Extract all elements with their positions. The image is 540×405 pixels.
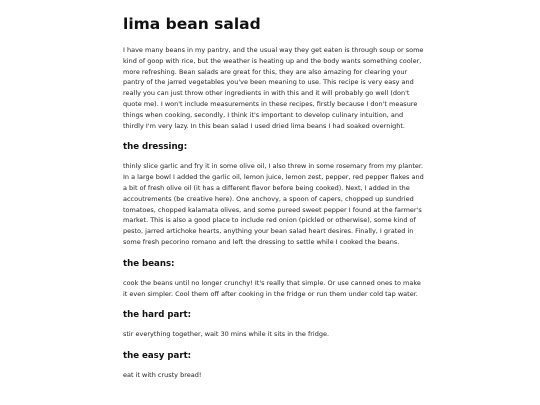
section-body-dressing: thinly slice garlic and fry it in some olive oil, I also threw in some rosemary from my planter. In a large bowl I added the garlic oil, lemon juice, lemon zest, pepper, red pepper flakes and a bit of fresh olive oil (it has a different flavor before being cooked). Next, I added in the accoutrements (be creative here). One anchovy, a spoon of capers, chopped up sundried tomatoes, chopped kalamata olives, and some pureed sweet pepper I found at the farmer's market. This is also a good place to include red onion (pickled or otherwise), some kind of pesto, jarred artichoke hearts, anything your bean salad heart desires. Finally, I grated in some fresh pecorino romano and left the dressing to settle while I cooked the beans.	[123, 162, 424, 246]
section-body-beans: cook the beans until no longer crunchy! It's really that simple. Or use canned ones to make it even simpler. Cool them off after cooking in the fridge or run them under cold tap water.	[123, 278, 421, 298]
section-body-easy-part: eat it with crusty bread!	[123, 371, 202, 380]
article	[123, 14, 425, 391]
section-heading-easy-part: the easy part:	[123, 351, 192, 362]
section-heading-hard-part: the hard part:	[123, 310, 192, 321]
section-heading-beans: the beans:	[123, 258, 175, 269]
section-body-hard-part: stir everything together, wait 30 mins while it sits in the fridge.	[123, 330, 330, 339]
page-title: lima bean salad	[123, 15, 261, 33]
intro-paragraph: I have many beans in my pantry, and the usual way they get eaten is through soup or some kind of goop with rice, but the weather is heating up and the body wants something cooler, more refreshing. Bean salads are great for this, they are also amazing for clearing your pantry of the jarred vegetables you've been meaning to use. This recipe is very easy and really you can just throw other ingredients in with this and it will probably go well (don't quote me). I won't include measurements in these recipes, firstly because I don't measure things when cooking, secondly, I think it's important to develop culinary intuition, and thirdly I'm very lazy. In this bean salad I used dried lima beans I had soaked overnight.	[123, 46, 424, 130]
section-heading-dressing: the dressing:	[123, 142, 188, 153]
